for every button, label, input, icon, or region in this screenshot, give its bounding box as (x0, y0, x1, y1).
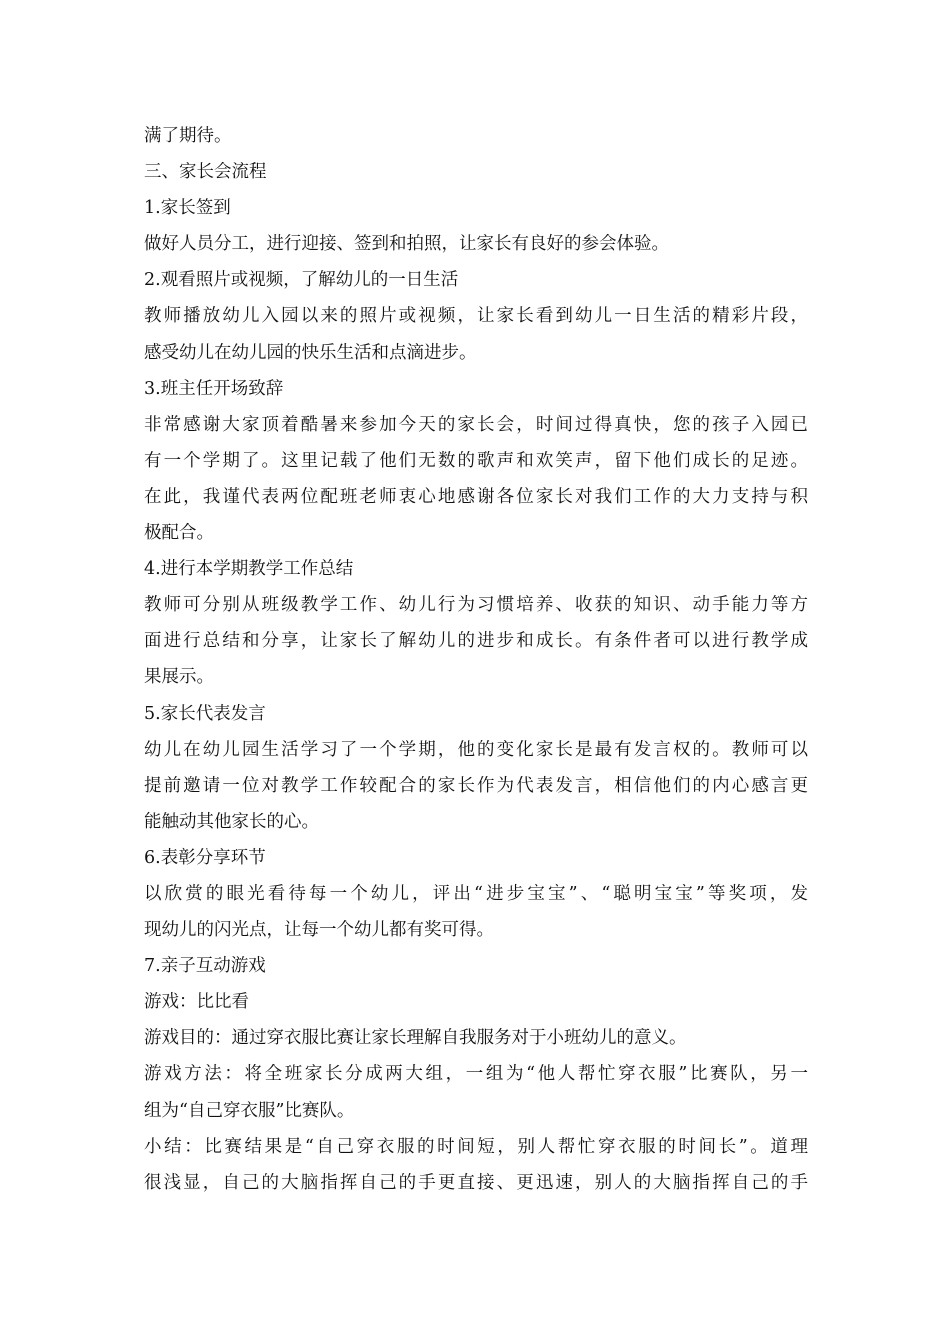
text-line: 教师可分别从班级教学工作、幼儿行为习惯培养、收获的知识、动手能力等方 (144, 595, 808, 616)
text-line: 有一个学期了。这里记载了他们无数的歌声和欢笑声，留下他们成长的足迹。 (144, 450, 808, 471)
text-line: 做好人员分工，进行迎接、签到和拍照，让家长有良好的参会体验。 (144, 234, 669, 255)
text-line: 7.亲子互动游戏 (144, 956, 266, 977)
text-line: 以欣赏的眼光看待每一个幼儿，评出“进步宝宝”、“聪明宝宝”等奖项，发 (144, 883, 808, 904)
text-line: 果展示。 (144, 667, 214, 688)
text-line: 4.进行本学期教学工作总结 (144, 559, 354, 580)
text-line: 在此，我谨代表两位配班老师衷心地感谢各位家长对我们工作的大力支持与积 (144, 486, 808, 507)
text-line: 感受幼儿在幼儿园的快乐生活和点滴进步。 (144, 342, 477, 363)
text-line: 满了期待。 (144, 126, 232, 146)
document-body (144, 118, 808, 1201)
text-line: 游戏：比比看 (144, 992, 249, 1013)
text-line: 游戏方法：将全班家长分成两大组，一组为“他人帮忙穿衣服”比赛队，另一 (144, 1064, 808, 1085)
text-line: 2.观看照片或视频，了解幼儿的一日生活 (144, 270, 459, 291)
text-line: 非常感谢大家顶着酷暑来参加今天的家长会，时间过得真快，您的孩子入园已 (144, 414, 808, 435)
text-line: 6.表彰分享环节 (144, 847, 266, 868)
text-line: 很浅显，自己的大脑指挥自己的手更直接、更迅速，别人的大脑指挥自己的手 (144, 1172, 808, 1193)
text-line: 面进行总结和分享，让家长了解幼儿的进步和成长。有条件者可以进行教学成 (144, 631, 808, 652)
text-line: 能触动其他家长的心。 (144, 811, 319, 832)
text-line: 幼儿在幼儿园生活学习了一个学期，他的变化家长是最有发言权的。教师可以 (144, 739, 808, 760)
text-line: 小结：比赛结果是“自己穿衣服的时间短，别人帮忙穿衣服的时间长”。道理 (144, 1136, 808, 1157)
text-line: 游戏目的：通过穿衣服比赛让家长理解自我服务对于小班幼儿的意义。 (144, 1028, 687, 1049)
text-line: 3.班主任开场致辞 (144, 378, 284, 399)
text-line: 三、家长会流程 (144, 162, 267, 183)
text-line: 现幼儿的闪光点，让每一个幼儿都有奖可得。 (144, 920, 494, 941)
text-line: 5.家长代表发言 (144, 703, 266, 724)
text-line: 提前邀请一位对教学工作较配合的家长作为代表发言，相信他们的内心感言更 (144, 775, 808, 796)
text-line: 1.家长签到 (144, 198, 231, 219)
text-line: 组为“自己穿衣服”比赛队。 (144, 1100, 355, 1121)
text-line: 极配合。 (144, 523, 214, 544)
text-line: 教师播放幼儿入园以来的照片或视频，让家长看到幼儿一日生活的精彩片段， (144, 306, 808, 327)
